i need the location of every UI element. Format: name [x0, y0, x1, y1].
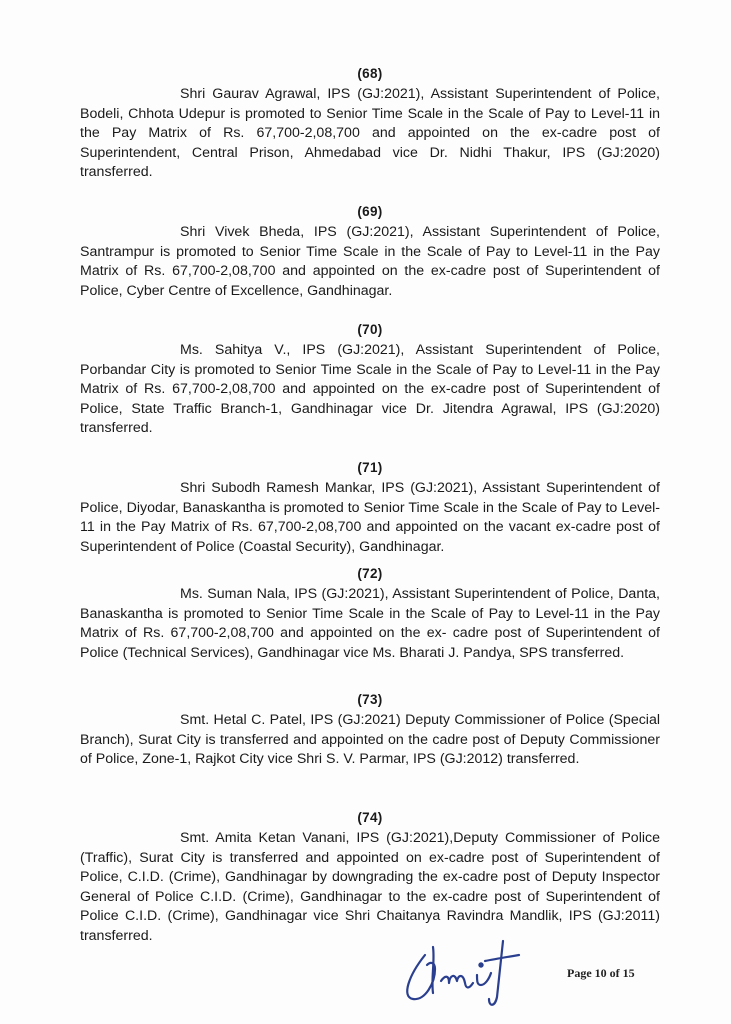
signature-icon	[395, 935, 535, 1010]
item-text: Ms. Suman Nala, IPS (GJ:2021), Assistant Superintendent of Police, Danta, Banaskantha is promoted to Senior Time Scale in the Scale of Pay to Level-11 in the Pay Matrix of Rs. 67,700-2,08,700 and appointed on the ex- cadre post of Superintendent of Police (Technical Services), Gandhinagar vice Ms. Bharati J. Pandya, SPS transferred.	[80, 586, 660, 661]
handwritten-signature	[395, 935, 535, 1010]
item-number: (73)	[357, 692, 383, 707]
item-number: (74)	[357, 810, 383, 825]
order-item-74	[80, 810, 660, 947]
item-number: (70)	[357, 322, 383, 337]
order-item-68	[80, 66, 660, 183]
item-number: (72)	[357, 566, 383, 581]
item-text: Shri Gaurav Agrawal, IPS (GJ:2021), Assistant Superintendent of Police, Bodeli, Chhota Udepur is promoted to Senior Time Scale in the Scale of Pay to Level-11 in the Pay Matrix of Rs. 67,700-2,08,700 and appointed on the ex-cadre post of Superintendent, Central Prison, Ahmedabad vice Dr. Nidhi Thakur, IPS (GJ:2020) transferred.	[80, 86, 660, 181]
item-text: Shri Subodh Ramesh Mankar, IPS (GJ:2021), Assistant Superintendent of Police, Diyodar, Banaskantha is promoted to Senior Time Scale in the Scale of Pay to Level-11 in the Pay Matrix of Rs. 67,700-2,08,700 and appointed on the vacant ex-cadre post of Superintendent of Police (Coastal Security), Gandhinagar.	[80, 480, 660, 555]
order-item-72	[80, 566, 660, 663]
item-number: (68)	[357, 66, 383, 81]
item-text: Ms. Sahitya V., IPS (GJ:2021), Assistant Superintendent of Police, Porbandar City is promoted to Senior Time Scale in the Scale of Pay to Level-11 in the Pay Matrix of Rs. 67,700-2,08,700 and appointed on the ex-cadre post of Superintendent of Police, State Traffic Branch-1, Gandhinagar vice Dr. Jitendra Agrawal, IPS (GJ:2020) transferred.	[80, 342, 660, 437]
item-text: Shri Vivek Bheda, IPS (GJ:2021), Assistant Superintendent of Police, Santrampur is promoted to Senior Time Scale in the Scale of Pay to Level-11 in the Pay Matrix of Rs. 67,700-2,08,700 and appointed on the ex-cadre post of Superintendent of Police, Cyber Centre of Excellence, Gandhinagar.	[80, 224, 660, 299]
page-number: Page 10 of 15	[567, 966, 635, 980]
item-number: (69)	[357, 204, 383, 219]
item-text: Smt. Amita Ketan Vanani, IPS (GJ:2021),Deputy Commissioner of Police (Traffic), Surat City is transferred and appointed on ex-cadre post of Superintendent of Police, C.I.D. (Crime), Gandhinagar by downgrading the ex-cadre post of Deputy Inspector General of Police C.I.D. (Crime), Gandhinagar to the ex-cadre post of Superintendent of Police C.I.D. (Crime), Gandhinagar vice Shri Chaitanya Ravindra Mandlik, IPS (GJ:2011) transferred.	[80, 830, 660, 944]
order-item-70	[80, 322, 660, 439]
item-number: (71)	[357, 460, 383, 475]
order-item-69	[80, 204, 660, 301]
order-item-73	[80, 692, 660, 770]
order-item-71	[80, 460, 660, 557]
item-text: Smt. Hetal C. Patel, IPS (GJ:2021) Deputy Commissioner of Police (Special Branch), Surat City is transferred and appointed on the cadre post of Deputy Commissioner of Police, Zone-1, Rajkot City vice Shri S. V. Parmar, IPS (GJ:2012) transferred.	[80, 712, 660, 768]
